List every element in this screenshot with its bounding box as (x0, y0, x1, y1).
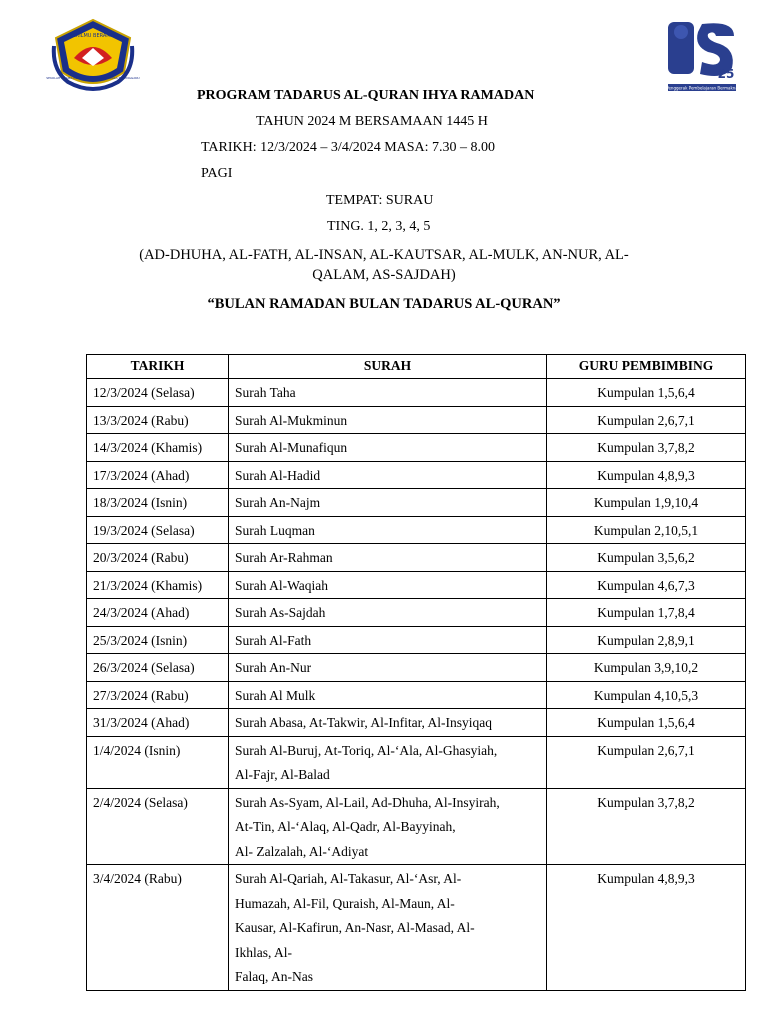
date-cell: 13/3/2024 (Rabu) (87, 406, 229, 434)
date-cell: 19/3/2024 (Selasa) (87, 516, 229, 544)
venue-line: TEMPAT: SURAU (326, 193, 434, 208)
guru-cell: Kumpulan 4,10,5,3 (547, 681, 746, 709)
date-cell: 1/4/2024 (Isnin) (87, 736, 229, 788)
table-row (87, 709, 746, 737)
surah-line: Surah Abasa, At-Takwir, Al-Infitar, Al-Insyiqaq (235, 715, 493, 730)
table-row (87, 571, 746, 599)
surah-line: Falaq, An-Nas (235, 969, 313, 984)
table-row (87, 516, 746, 544)
surah-cell (229, 626, 547, 654)
guru-cell: Kumpulan 1,9,10,4 (547, 489, 746, 517)
surah-line: Surah As-Syam, Al-Lail, Ad-Dhuha, Al-Insyirah, (235, 794, 500, 810)
surah-line: Kausar, Al-Kafirun, An-Nasr, Al-Masad, Al- (235, 920, 475, 935)
table-row (87, 461, 746, 489)
surah-cell (229, 461, 547, 489)
table-row (87, 434, 746, 462)
date-cell: 21/3/2024 (Khamis) (87, 571, 229, 599)
surah-line: Surah Al-Waqiah (235, 577, 329, 593)
table-row (87, 489, 746, 517)
guru-cell: Kumpulan 1,5,6,4 (547, 709, 746, 737)
date-time-line: TARIKH: 12/3/2024 – 3/4/2024 MASA: 7.30 – 8.00 (201, 140, 496, 155)
surah-line: Surah Ar-Rahman (235, 550, 333, 565)
surah-line: Surah Taha (235, 385, 296, 400)
table-row (87, 736, 746, 788)
table-row (87, 599, 746, 627)
column-header-date: TARIKH (87, 355, 229, 379)
table-row (87, 379, 746, 407)
surah-line: Surah Al-Hadid (235, 467, 321, 483)
date-cell: 24/3/2024 (Ahad) (87, 599, 229, 627)
surah-line: Ikhlas, Al- (235, 944, 292, 960)
surah-cell (229, 544, 547, 572)
date-cell: 18/3/2024 (Isnin) (87, 489, 229, 517)
surah-cell (229, 865, 547, 991)
surah-line: Al-Fajr, Al-Balad (235, 767, 330, 782)
date-time-continuation: PAGI (201, 166, 233, 181)
tadarus-schedule-table (86, 354, 746, 991)
surah-cell (229, 736, 547, 788)
surah-line: Surah Al-Buruj, At-Toriq, Al-‘Ala, Al-Ghasyiah, (235, 742, 498, 758)
table-header-row (87, 355, 746, 379)
guru-cell: Kumpulan 4,8,9,3 (547, 865, 746, 991)
surah-cell (229, 379, 547, 407)
table-row (87, 865, 746, 991)
guru-cell: Kumpulan 4,8,9,3 (547, 461, 746, 489)
anniversary-caption: Penggerak Pembelajaran Bermakna (666, 85, 738, 91)
date-cell: 20/3/2024 (Rabu) (87, 544, 229, 572)
date-cell: 27/3/2024 (Rabu) (87, 681, 229, 709)
table-body (87, 379, 746, 991)
column-header-surah: SURAH (229, 355, 547, 379)
surah-line: Surah Al-Qariah, Al-Takasur, Al-‘Asr, Al- (235, 871, 462, 886)
surah-line: At-Tin, Al-‘Alaq, Al-Qadr, Al-Bayyinah, (235, 819, 456, 834)
guru-cell: Kumpulan 4,6,7,3 (547, 571, 746, 599)
surah-cell (229, 406, 547, 434)
date-cell: 2/4/2024 (Selasa) (87, 788, 229, 865)
surah-cell (229, 599, 547, 627)
guru-cell: Kumpulan 2,10,5,1 (547, 516, 746, 544)
surah-cell (229, 681, 547, 709)
date-cell: 3/4/2024 (Rabu) (87, 865, 229, 991)
surah-cell (229, 788, 547, 865)
surah-line: Surah An-Nur (235, 660, 312, 675)
surah-line: Surah Al-Fath (235, 632, 312, 648)
date-cell: 14/3/2024 (Khamis) (87, 434, 229, 462)
surah-cell (229, 489, 547, 517)
guru-cell: Kumpulan 3,7,8,2 (547, 434, 746, 462)
surah-line: Humazah, Al-Fil, Quraish, Al-Maun, Al- (235, 895, 455, 911)
guru-cell: Kumpulan 2,6,7,1 (547, 406, 746, 434)
table-row (87, 626, 746, 654)
guru-cell: Kumpulan 3,9,10,2 (547, 654, 746, 682)
year-line: TAHUN 2024 M BERSAMAAN 1445 H (256, 114, 488, 129)
surah-cell (229, 516, 547, 544)
surah-line: Surah Al Mulk (235, 687, 316, 703)
surah-cell (229, 434, 547, 462)
levels-line: TING. 1, 2, 3, 4, 5 (327, 219, 431, 234)
guru-cell: Kumpulan 2,8,9,1 (547, 626, 746, 654)
document-title: PROGRAM TADARUS AL-QURAN IHYA RAMADAN (197, 88, 535, 103)
surah-line: Al- Zalzalah, Al-‘Adiyat (235, 843, 369, 859)
school-crest-logo (46, 16, 140, 96)
surah-line: Surah Al-Munafiqun (235, 440, 348, 455)
table-row (87, 654, 746, 682)
surah-line: Surah Al-Mukminun (235, 412, 348, 428)
date-cell: 25/3/2024 (Isnin) (87, 626, 229, 654)
date-cell: 12/3/2024 (Selasa) (87, 379, 229, 407)
column-header-guru: GURU PEMBIMBING (547, 355, 746, 379)
date-cell: 31/3/2024 (Ahad) (87, 709, 229, 737)
surah-line: Surah Luqman (235, 522, 315, 538)
date-cell: 17/3/2024 (Ahad) (87, 461, 229, 489)
classes-line-1: (AD-DHUHA, AL-FATH, AL-INSAN, AL-KAUTSAR, AL-MULK, AN-NUR, AL- (139, 247, 629, 263)
anniversary-logo (664, 14, 740, 96)
crest-bottom-text: SEKOLAH AGAMA MENENGAH KAMPUNG KUALA TERENGGANU (46, 76, 140, 80)
guru-cell: Kumpulan 3,5,6,2 (547, 544, 746, 572)
surah-line: Surah As-Sajdah (235, 605, 326, 620)
classes-line-2: QALAM, AS-SAJDAH) (312, 267, 456, 283)
table-row (87, 681, 746, 709)
surah-cell (229, 571, 547, 599)
surah-cell (229, 654, 547, 682)
motto-line: “BULAN RAMADAN BULAN TADARUS AL-QURAN” (207, 296, 561, 312)
crest-top-text: BERILMU BERAMAL (69, 33, 117, 39)
guru-cell: Kumpulan 1,5,6,4 (547, 379, 746, 407)
surah-line: Surah An-Najm (235, 495, 321, 510)
anniversary-badge: 25 (717, 67, 735, 81)
guru-cell: Kumpulan 1,7,8,4 (547, 599, 746, 627)
guru-cell: Kumpulan 3,7,8,2 (547, 788, 746, 865)
table-row (87, 406, 746, 434)
date-cell: 26/3/2024 (Selasa) (87, 654, 229, 682)
surah-cell (229, 709, 547, 737)
table-row (87, 788, 746, 865)
table-row (87, 544, 746, 572)
guru-cell: Kumpulan 2,6,7,1 (547, 736, 746, 788)
